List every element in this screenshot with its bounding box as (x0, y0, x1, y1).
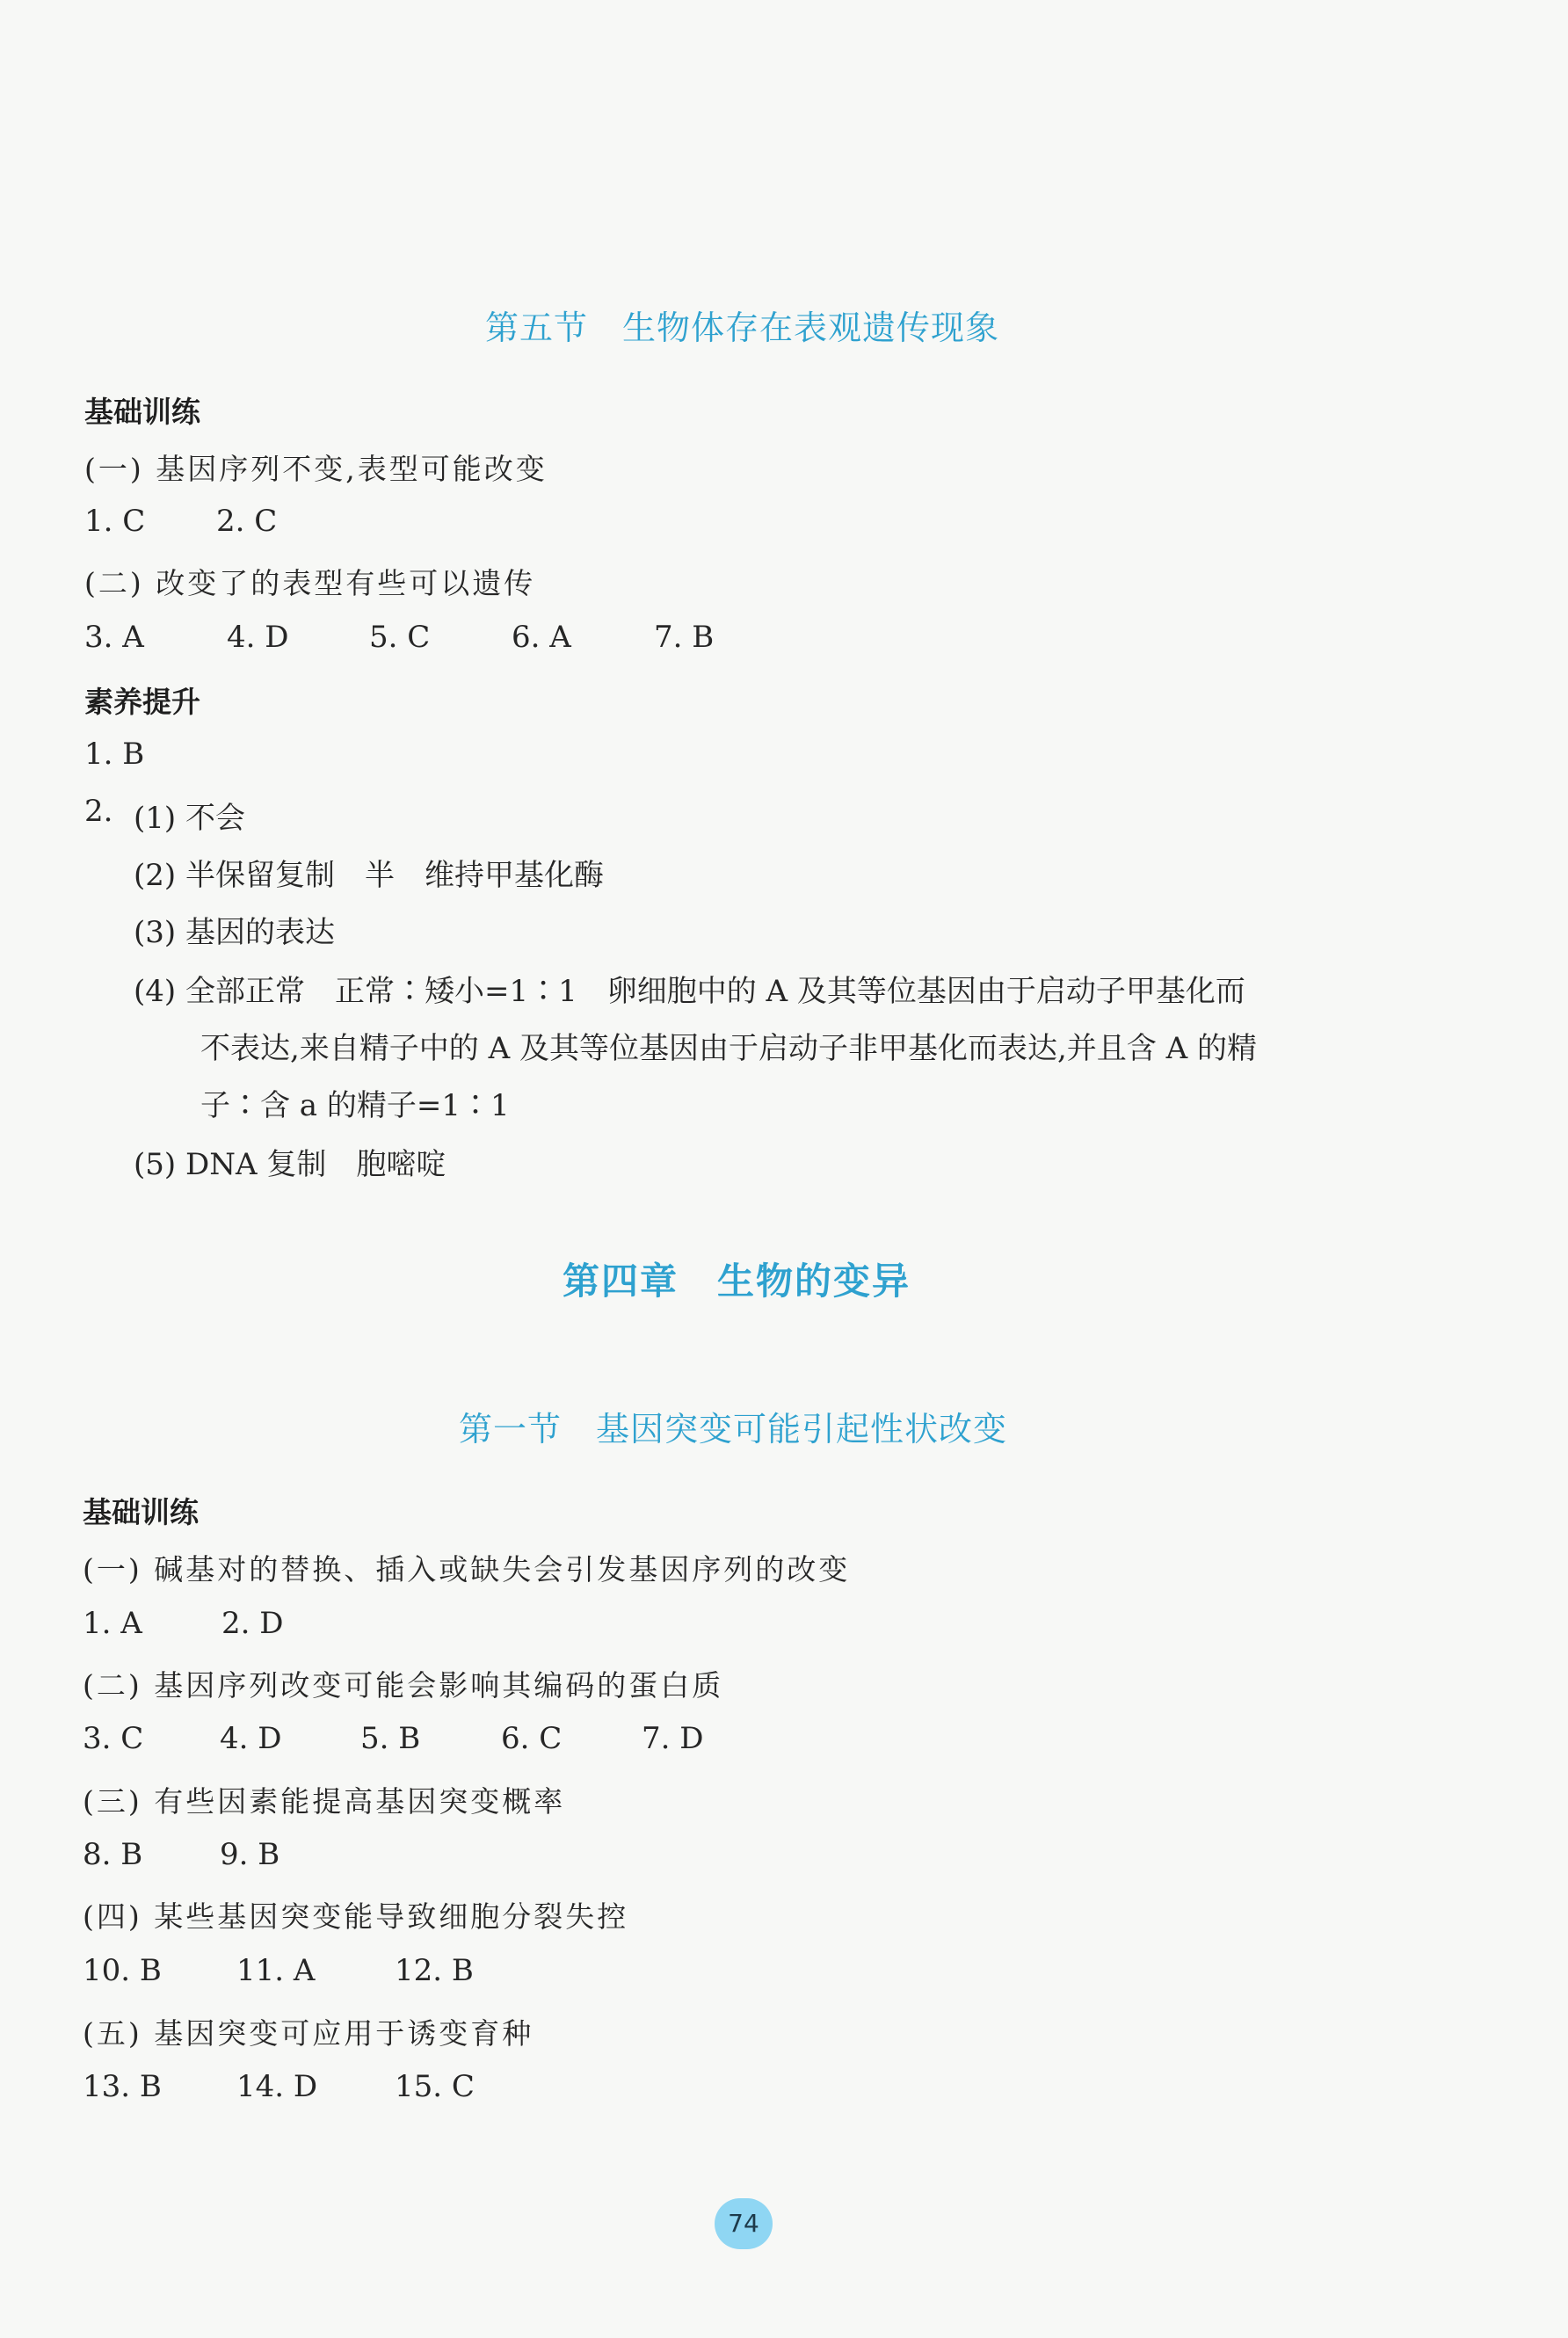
answer-row (83, 1606, 284, 1641)
answer-item: 5. B (360, 1721, 421, 1756)
chapter-title: 第四章 生物的变异 (563, 1260, 911, 1303)
answer-row (84, 620, 714, 655)
answer-row (83, 1953, 474, 1988)
subsection-title: (一) 基因序列不变,表型可能改变 (84, 452, 548, 486)
answer-item: 7. D (642, 1721, 704, 1756)
answer-item: 14. D (236, 2069, 318, 2104)
answer-line: (2) 半保留复制 半 维持甲基化酶 (134, 858, 604, 893)
answer-item: 4. D (227, 620, 289, 655)
answer-line: (4) 全部正常 正常∶矮小=1∶1 卵细胞中的 A 及其等位基因由于启动子甲基化而 (134, 974, 1245, 1009)
answer-item: 13. B (83, 2069, 162, 2104)
answer-line: (5) DNA 复制 胞嘧啶 (134, 1147, 446, 1182)
answer-row (83, 1721, 704, 1756)
answer-line: (3) 基因的表达 (134, 915, 335, 950)
answer-item: 4. D (220, 1721, 282, 1756)
page-number-badge: 74 (715, 2198, 773, 2249)
answer-item: 15. C (395, 2069, 475, 2104)
answer-item: 6. A (512, 620, 571, 655)
section-title: 第五节 生物体存在表观遗传现象 (485, 309, 1000, 347)
answer-row (83, 1837, 279, 1872)
answer-item: 2. C (216, 504, 278, 539)
answer-row (83, 2069, 475, 2104)
answer-item: 9. B (220, 1837, 280, 1872)
question-number: 2. (84, 794, 113, 829)
answer-item: 5. C (369, 620, 431, 655)
answer-item: 1. A (83, 1606, 142, 1641)
answer-item: 8. B (83, 1837, 143, 1872)
improvement-heading: 素养提升 (84, 685, 200, 719)
answer-line: 子∶含 a 的精子=1∶1 (200, 1088, 510, 1123)
answer-item: 2. D (221, 1606, 284, 1641)
answer-line: (1) 不会 (134, 801, 245, 836)
subsection-title: (一) 碱基对的替换、插入或缺失会引发基因序列的改变 (83, 1552, 851, 1586)
answer-row (84, 504, 277, 539)
answer-item: 3. C (83, 1721, 144, 1756)
subsection-title: (二) 基因序列改变可能会影响其编码的蛋白质 (83, 1668, 724, 1703)
answer-item: 12. B (395, 1953, 474, 1988)
basic-training-heading: 基础训练 (83, 1495, 199, 1529)
answer-item: 3. A (84, 620, 144, 655)
answer-item: 1. B (84, 737, 145, 772)
section-title: 第一节 基因突变可能引起性状改变 (459, 1410, 1008, 1449)
answer-item: 1. C (84, 504, 146, 539)
basic-training-heading: 基础训练 (84, 395, 200, 429)
answer-item: 11. A (236, 1953, 316, 1988)
answer-item: 10. B (83, 1953, 162, 1988)
subsection-title: (五) 基因突变可应用于诱变育种 (83, 2016, 534, 2051)
answer-line: 不表达,来自精子中的 A 及其等位基因由于启动子非甲基化而表达,并且含 A 的精 (200, 1031, 1257, 1066)
subsection-title: (四) 某些基因突变能导致细胞分裂失控 (83, 1899, 629, 1934)
answer-item: 6. C (501, 1721, 563, 1756)
subsection-title: (三) 有些因素能提高基因突变概率 (83, 1784, 566, 1819)
answer-item: 7. B (654, 620, 715, 655)
subsection-title: (二) 改变了的表型有些可以遗传 (84, 566, 536, 600)
